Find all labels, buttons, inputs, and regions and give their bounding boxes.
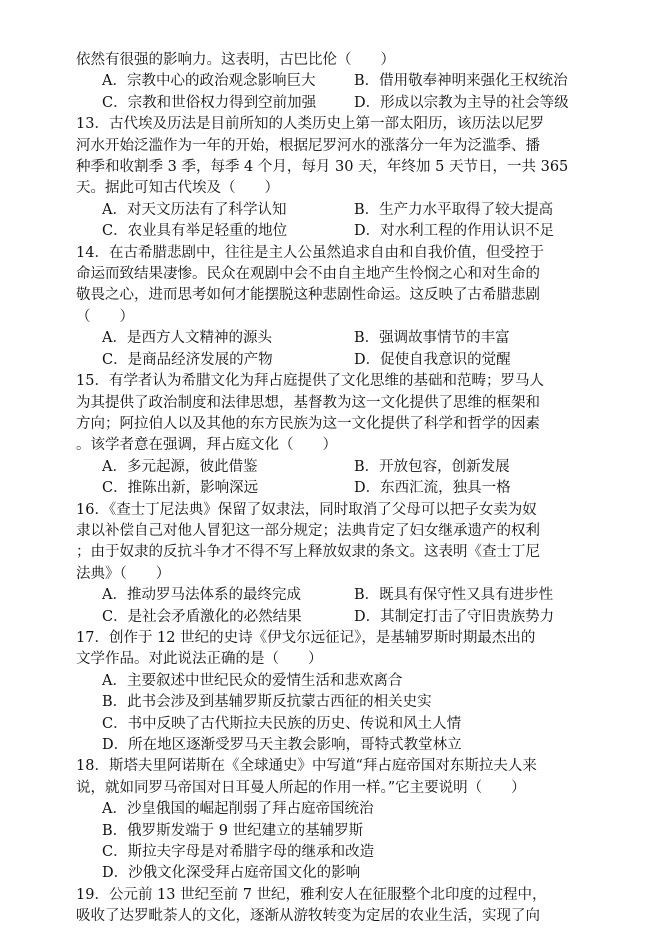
question-text-line: 14．在古希腊悲剧中，往往是主人公虽然追求自由和自我价值，但受控于 [76,244,544,261]
options-row [76,842,595,863]
question-text-line: 17．创作于 12 世纪的史诗《伊戈尔远征记》，是基辅罗斯时期最杰出的 [76,629,536,646]
option: C．农业具有举足轻重的地位 [102,223,288,240]
options-row [76,457,595,478]
option: C．书中反映了古代斯拉夫民族的历史、传说和风土人情 [102,715,462,732]
question-text-line: 18．斯塔夫里阿诺斯在《全球通史》中写道“拜占庭帝国对东斯拉夫人来 [76,758,537,775]
question-text-line: 依然有很强的影响力。这表明，古巴比伦（ ） [76,52,395,68]
option: D．沙俄文化深受拜占庭帝国文化的影响 [102,865,361,882]
options-row [76,93,595,114]
options-row [76,821,595,842]
question-text-line: 隶以补偿自己对他人冒犯这一部分规定；法典肯定了妇女继承遗产的权利 [76,522,540,539]
option: A．主要叙述中世纪民众的爱情生活和悲欢离合 [102,672,403,689]
option: B．俄罗斯发端于 9 世纪建立的基辅罗斯 [102,822,364,839]
option: B．既具有保守性又具有进步性 [354,587,554,604]
options-row [76,863,595,884]
option: B．此书会涉及到基辅罗斯反抗蒙古西征的相关史实 [102,694,432,711]
option: D．所在地区逐渐受罗马天主教会影响，哥特式教堂林立 [102,737,462,753]
option: A．宗教中心的政治观念影响巨大 [102,73,316,90]
options-row [76,200,595,221]
question-text-line: 16．《查士丁尼法典》保留了奴隶法，同时取消了父母可以把子女卖为奴 [76,501,537,518]
option: A．推动罗马法体系的最终完成 [102,587,301,604]
question-text-line: 方向；阿拉伯人以及其他的东方民族为这一文化提供了科学和哲学的因素 [76,415,540,432]
options-row [76,714,595,735]
question-text-line: 吸收了达罗毗荼人的文化，逐渐从游牧转变为定居的农业生活，实现了向 [76,908,540,925]
options-row [76,328,595,349]
options-row [76,71,595,92]
question-text-line: 说，就如同罗马帝国对日耳曼人所起的作用一样。”它主要说明（ ） [76,779,526,796]
question-text-line: 河水开始泛滥作为一年的开始，根据尼罗河水的涨落分一年为泛滥季、播 [76,137,540,154]
option: B．生产力水平取得了较大提高 [354,201,554,218]
question-text-line: （ ） [76,308,134,325]
options-row [76,692,595,713]
question-text-line: ；由于奴隶的反抗斗争才不得不写上释放奴隶的条文。这表明《查士丁尼 [76,544,540,561]
question-text-line: 为其提供了政治制度和法律思想，基督教为这一文化提供了思维的框架和 [76,394,540,411]
option: D．对水利工程的作用认识不足 [354,223,555,240]
option: B．强调故事情节的丰富 [354,330,510,347]
options-row [76,607,595,628]
question-text-line: 15．有学者认为希腊文化为拜占庭提供了文化思维的基础和范畴；罗马人 [76,373,544,390]
options-row [76,585,595,606]
option: A．多元起源，彼此借鉴 [102,458,258,475]
option: A．沙皇俄国的崛起削弱了拜占庭帝国统治 [102,801,374,818]
options-row [76,735,595,756]
option: C．是商品经济发展的产物 [102,351,273,368]
question-text-line: 敬畏之心，进而思考如何才能摆脱这种悲剧性命运。这反映了古希腊悲剧 [76,287,540,304]
option: A．对天文历法有了科学认知 [102,201,287,218]
option: D．东西汇流，独具一格 [354,480,511,497]
question-text-line: 13．古代埃及历法是目前所知的人类历史上第一部太阳历，该历法以尼罗 [76,116,544,133]
options-row [76,671,595,692]
question-text-line: 文学作品。对此说法正确的是（ ） [76,651,323,668]
options-row [76,221,595,242]
question-text-line: 19．公元前 13 世纪至前 7 世纪，雅利安人在征服整个北印度的过程中， [76,886,547,903]
question-text-line: 命运而致结果凄惨。民众在观剧中会不由自主地产生怜悯之心和对生命的 [76,266,540,283]
option: D．其制定打击了守旧贵族势力 [354,608,555,625]
question-text-line: 种季和收割季 3 季，每季 4 个月，每月 30 天，年终加 5 天节日，一共 365 [76,159,569,176]
option: D．形成以宗教为主导的社会等级 [354,94,569,111]
option: B．借用敬奉神明来强化王权统治 [354,73,568,90]
option: C．斯拉夫字母是对希腊字母的继承和改造 [102,844,375,861]
question-text-line: 。该学者意在强调，拜占庭文化（ ） [76,437,337,454]
options-row [76,799,595,820]
question-text-line: 法典》（ ） [76,565,171,582]
option: B．开放包容，创新发展 [354,458,510,475]
option: D．促使自我意识的觉醒 [354,351,511,368]
option: C．是社会矛盾激化的必然结果 [102,608,302,625]
question-text-line: 天。据此可知古代埃及（ ） [76,180,279,197]
option: A．是西方人文精神的源头 [102,330,272,347]
option: C．宗教和世俗权力得到空前加强 [102,94,317,111]
option: C．推陈出新，影响深远 [102,480,259,497]
options-row [76,478,595,499]
options-row [76,350,595,371]
